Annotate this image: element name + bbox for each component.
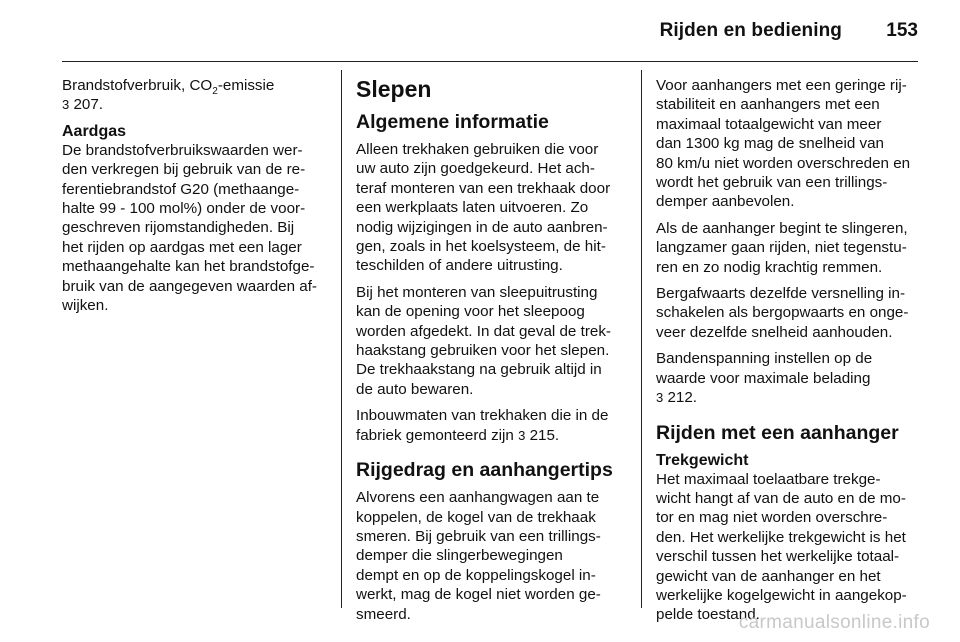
- algemeen-paragraph-1: Alleen trekhaken gebruiken die voor uw auto zijn goedgekeurd. Het ach- teraf monteren van een trekhaak door een werkplaats laten uitvoeren. Zo nodig wijzigingen in de auto aanbren- gen, zoals in het koelsysteem, de hit- teschilden of andere uitrusting.: [356, 141, 611, 275]
- fuel-consumption-reference: [62, 76, 330, 115]
- reference-line: Brandstofverbruik, $CO_2$-emissie: [62, 77, 275, 98]
- rijgedrag-heading: Rijgedrag en aanhangertips: [356, 459, 613, 482]
- trailer-speed-paragraph: Voor aanhangers met een geringe rij- stabiliteit en aanhangers met een maximaal totaalgewicht van meer dan 1300 kg mag de snelheid van 80 km/u niet worden overschreden en wordt het gebruik van een trillings- demper aanbevolen.: [656, 77, 911, 211]
- watermark: carmanualsonline.info: [738, 612, 930, 633]
- page-header: [0, 0, 960, 60]
- reference-arrow-icon: 3: [518, 427, 526, 443]
- column-divider-1: [341, 70, 342, 608]
- page-number: 153: [886, 20, 918, 41]
- reference-arrow-icon: 3: [656, 390, 664, 406]
- section-title: Rijden en bediening: [659, 20, 842, 41]
- reference-arrow-icon: 3: [62, 97, 70, 113]
- trekgewicht-paragraph: Het maximaal toelaatbare trekge- wicht hangt af van de auto en de mo- tor en mag niet worden overschre- den. Het werkelijke trekgewicht is het verschil tussen het werkelijke totaal- gewicht van de aanhanger en het werkelijke kogelgewicht in aangekop- pelde toestand.: [656, 470, 907, 624]
- page-reference-link[interactable]: 3 207.: [62, 96, 104, 114]
- tyre-pressure-paragraph: Bandenspanning instellen op de waarde voor maximale belading 3 212.: [656, 349, 928, 407]
- algemeen-paragraph-3: Inbouwmaten van trekhaken die in de fabriek gemonteerd zijn 3 215.: [356, 406, 626, 445]
- column-2: [356, 76, 626, 631]
- header-divider: [62, 61, 918, 62]
- rijgedrag-paragraph: Alvorens een aanhangwagen aan te koppelen, de kogel van de trekhaak smeren. Bij gebruik van een trillings- demper die slingerbewegingen dempt en op de koppelingskogel in- werkt, mag de kogel niet worden ge- smeerd.: [356, 489, 601, 623]
- rijden-met-aanhanger-heading: Rijden met een aanhanger: [656, 421, 899, 444]
- column-divider-2: [641, 70, 642, 608]
- page-reference-link[interactable]: 3 212.: [656, 389, 698, 407]
- aardgas-paragraph: De brandstofverbruikswaarden wer- den verkregen bij gebruik van de re- ferentiebrandstof G20 (methaange- halte 99 - 100 mol%) onder de voor- geschreven rijomstandigheden. Bij het rijden op aardgas met een lager methaangehalte kan het brandstofge- bruik van de aangegeven waarden af- wijken.: [62, 141, 317, 315]
- aardgas-heading: Aardgas: [62, 122, 127, 140]
- algemene-informatie-heading: Algemene informatie: [356, 111, 549, 133]
- trailer-sway-paragraph: Als de aanhanger begint te slingeren, langzamer gaan rijden, niet tegenstu- ren en zo nodig krachtig remmen.: [656, 219, 908, 276]
- trekgewicht-heading: Trekgewicht: [656, 451, 749, 469]
- algemeen-paragraph-2: Bij het monteren van sleepuitrusting kan de opening voor het sleepoog worden afgedekt. In dat geval de trek- haakstang gebruiken voor het slepen. De trekhaakstang na gebruik altijd in de auto bewaren.: [356, 283, 611, 398]
- slepen-heading: Slepen: [356, 76, 432, 102]
- column-1: [62, 76, 330, 322]
- downhill-paragraph: Bergafwaarts dezelfde versnelling in- schakelen als bergopwaarts en onge- veer dezelfde snelheid aanhouden.: [656, 285, 909, 341]
- column-3: [656, 76, 928, 632]
- page-reference-link[interactable]: fabriek gemonteerd zijn 3 215.: [356, 426, 560, 444]
